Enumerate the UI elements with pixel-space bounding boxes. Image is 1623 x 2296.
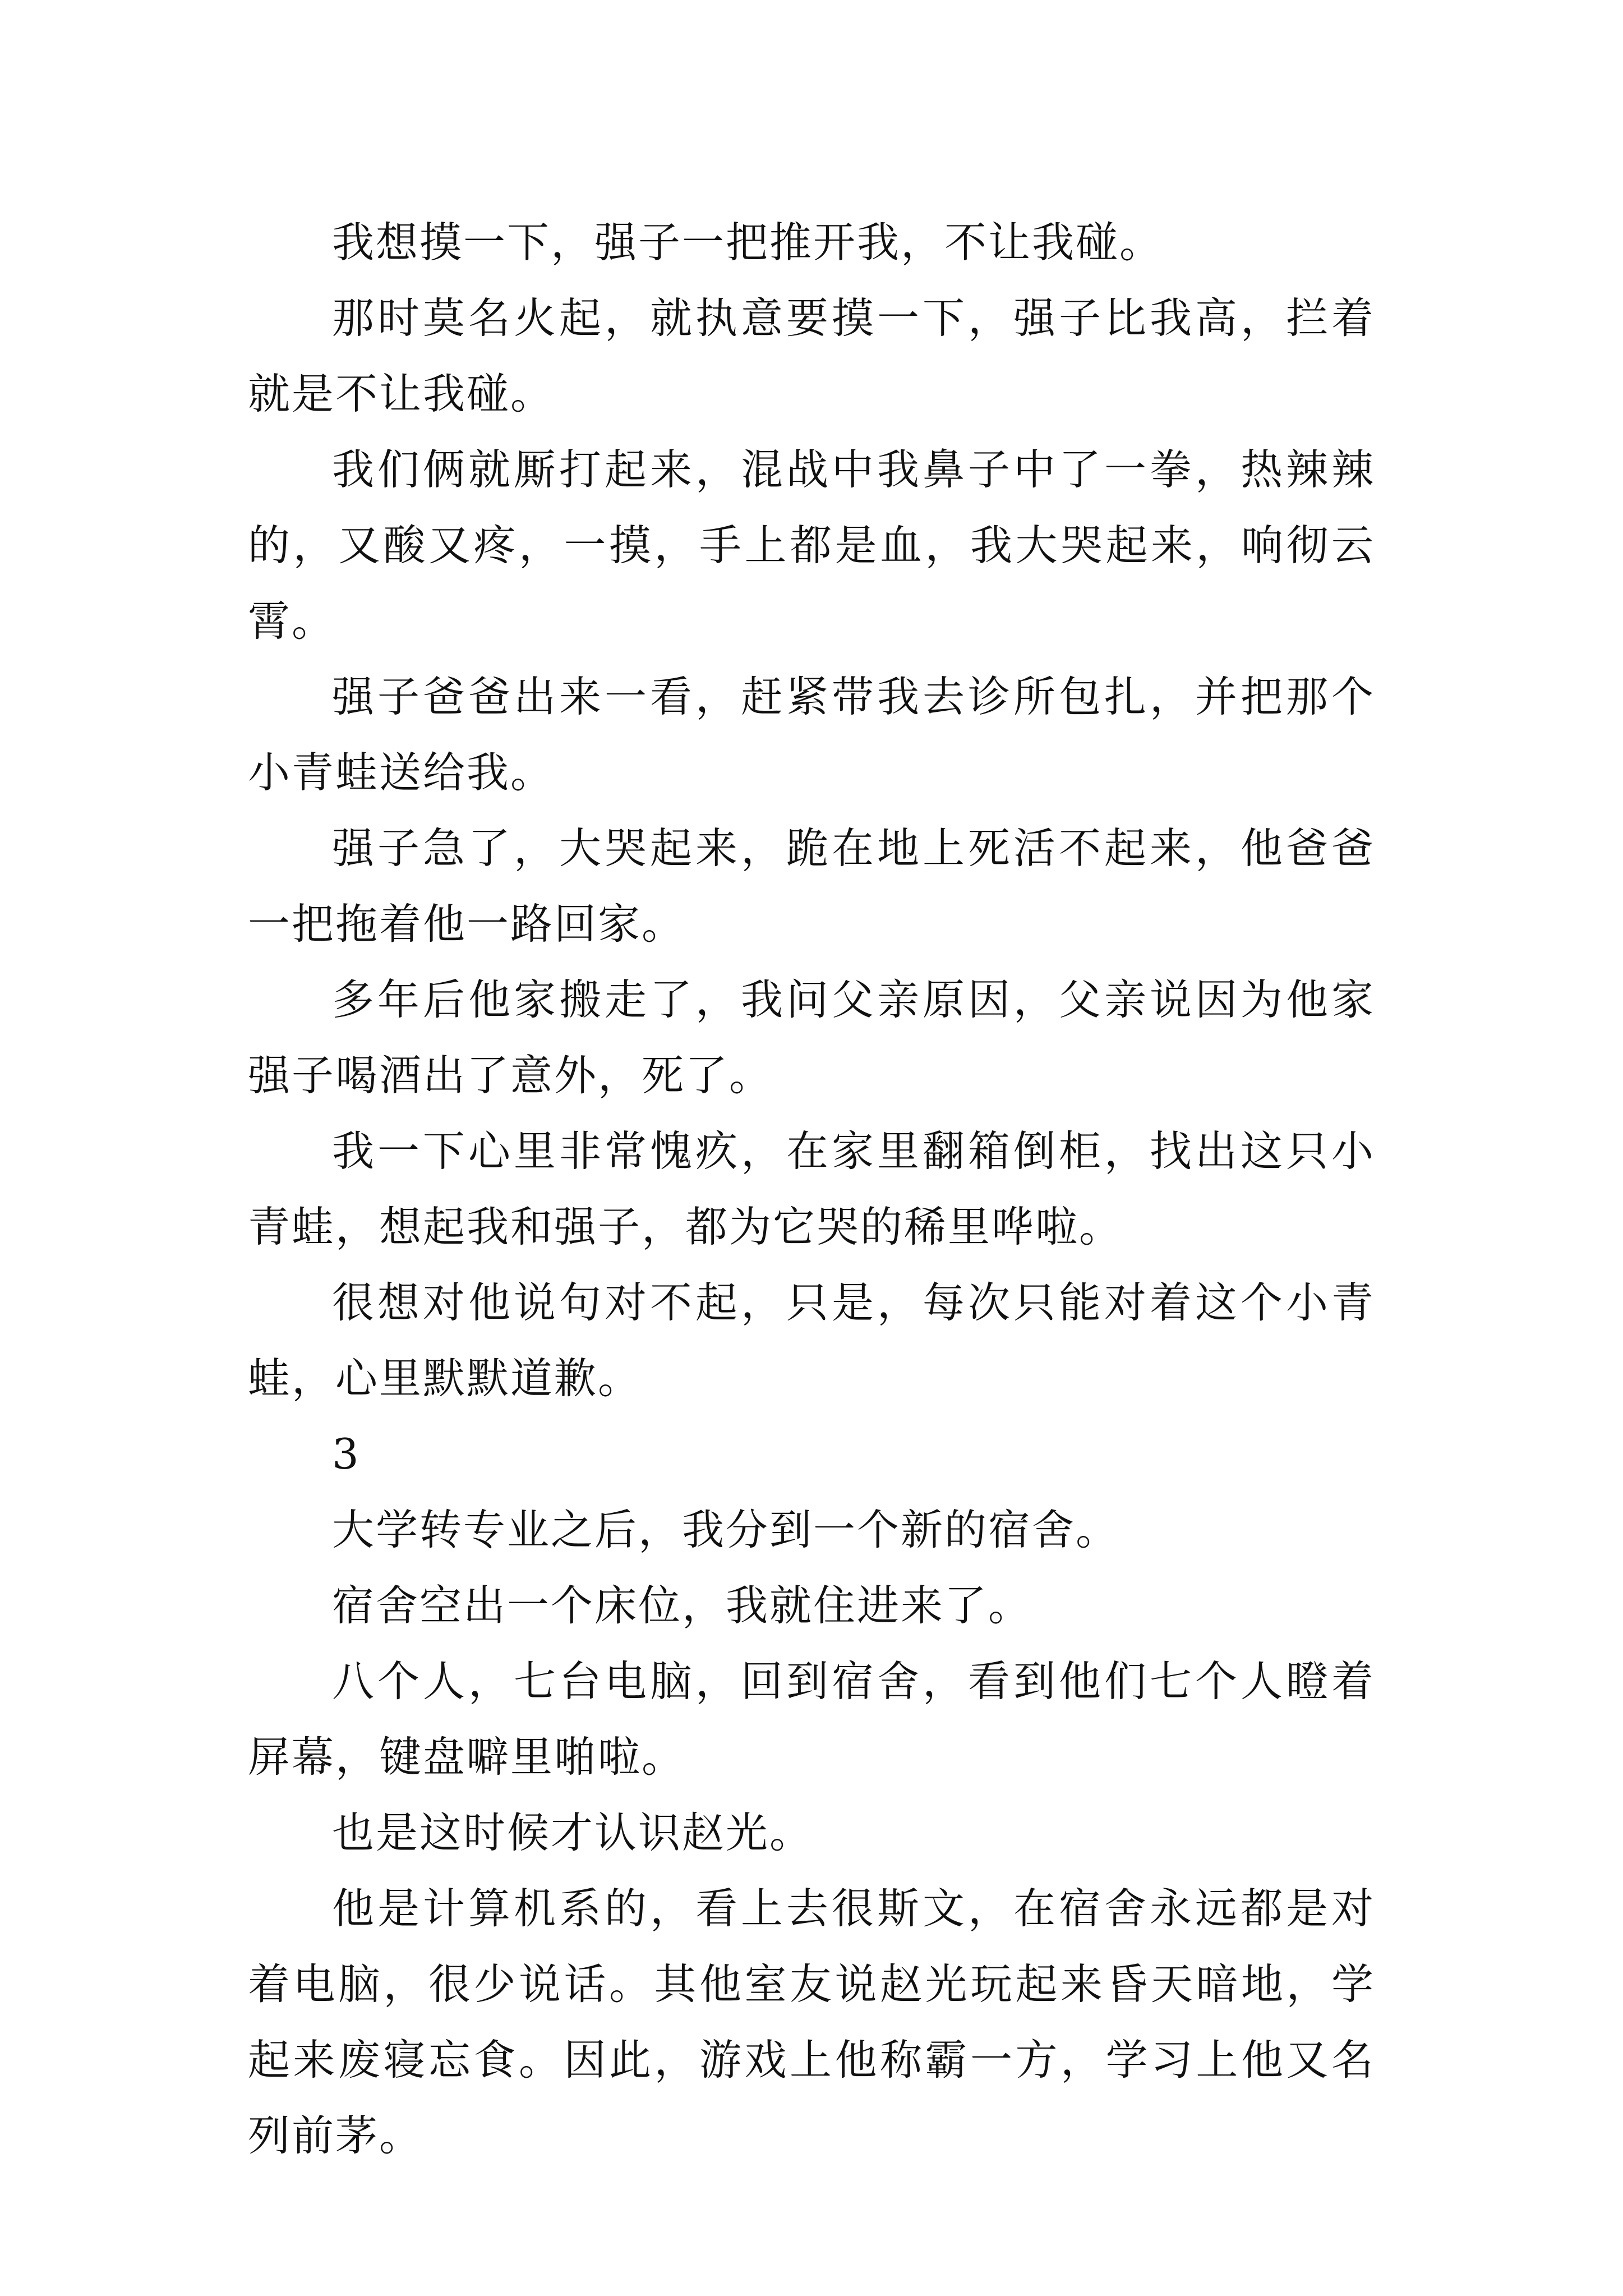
paragraph: 强子爸爸出来一看，赶紧带我去诊所包扎，并把那个小青蛙送给我。 xyxy=(248,672,1375,797)
paragraph: 那时莫名火起，就执意要摸一下，强子比我高，拦着就是不让我碰。 xyxy=(248,293,1375,418)
paragraph: 宿舍空出一个床位，我就住进来了。 xyxy=(332,1581,1032,1630)
paragraph: 他是计算机系的，看上去很斯文，在宿舍永远都是对着电脑，很少说话。其他室友说赵光玩起来昏天暗地，学起来废寝忘食。因此，游戏上他称霸一方，学习上他又名列前茅。 xyxy=(248,1884,1375,2160)
section-number: 3 xyxy=(332,1429,359,1479)
paragraph: 我们俩就厮打起来，混战中我鼻子中了一拳，热辣辣的，又酸又疼，一摸，手上都是血，我大哭起来，响彻云霄。 xyxy=(248,445,1375,646)
paragraph: 多年后他家搬走了，我问父亲原因，父亲说因为他家强子喝酒出了意外，死了。 xyxy=(248,975,1375,1100)
paragraph: 很想对他说句对不起，只是，每次只能对着这个小青蛙，心里默默道歉。 xyxy=(248,1278,1375,1403)
paragraph: 八个人，七台电脑，回到宿舍，看到他们七个人瞪着屏幕，键盘噼里啪啦。 xyxy=(248,1657,1375,1782)
paragraph: 强子急了，大哭起来，跪在地上死活不起来，他爸爸一把拖着他一路回家。 xyxy=(248,823,1375,949)
paragraph: 我一下心里非常愧疚，在家里翻箱倒柜，找出这只小青蛙，想起我和强子，都为它哭的稀里哗啦。 xyxy=(248,1126,1375,1251)
document-page xyxy=(248,205,1375,2174)
paragraph: 也是这时候才认识赵光。 xyxy=(332,1808,814,1857)
paragraph: 我想摸一下，强子一把推开我，不让我碰。 xyxy=(332,218,1164,267)
paragraph: 大学转专业之后，我分到一个新的宿舍。 xyxy=(332,1505,1120,1554)
